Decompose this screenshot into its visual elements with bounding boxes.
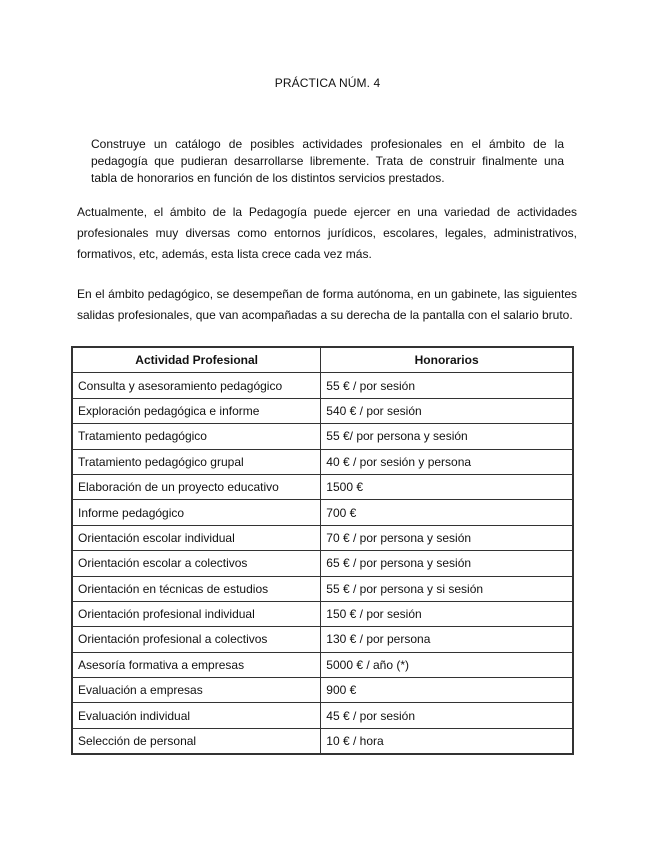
table-row — [72, 551, 573, 576]
table-row — [72, 728, 573, 754]
table-row — [72, 652, 573, 677]
activity-cell: Evaluación a empresas — [72, 678, 321, 703]
table-row — [72, 678, 573, 703]
fee-cell: 150 € / por sesión — [321, 601, 573, 626]
fee-cell: 10 € / hora — [321, 728, 573, 754]
fee-cell: 40 € / por sesión y persona — [321, 449, 573, 474]
context-paragraph: En el ámbito pedagógico, se desempeñan de forma autónoma, en un gabinete, las siguientes salidas profesionales, que van acompañadas a su derecha de la pantalla con el salario bruto. — [77, 287, 577, 322]
activity-cell: Asesoría formativa a empresas — [72, 652, 321, 677]
activity-cell: Exploración pedagógica e informe — [72, 398, 321, 423]
fees-table — [71, 346, 574, 755]
activity-cell: Orientación en técnicas de estudios — [72, 576, 321, 601]
activity-cell: Evaluación individual — [72, 703, 321, 728]
page-title: PRÁCTICA NÚM. 4 — [274, 76, 381, 90]
activity-cell: Tratamiento pedagógico — [72, 424, 321, 449]
table-row — [72, 576, 573, 601]
table-row — [72, 449, 573, 474]
fee-cell: 55 €/ por persona y sesión — [321, 424, 573, 449]
table-row — [72, 703, 573, 728]
fee-cell: 55 € / por persona y si sesión — [321, 576, 573, 601]
table-row — [72, 424, 573, 449]
fee-cell: 5000 € / año (*) — [321, 652, 573, 677]
fee-cell: 45 € / por sesión — [321, 703, 573, 728]
activity-cell: Tratamiento pedagógico grupal — [72, 449, 321, 474]
activity-cell: Orientación profesional individual — [72, 601, 321, 626]
table-header-row — [72, 347, 573, 373]
table-row — [72, 474, 573, 499]
fee-cell: 900 € — [321, 678, 573, 703]
activity-cell: Selección de personal — [72, 728, 321, 754]
table-row — [72, 373, 573, 398]
activity-cell: Informe pedagógico — [72, 500, 321, 525]
activity-cell: Elaboración de un proyecto educativo — [72, 474, 321, 499]
fee-cell: 540 € / por sesión — [321, 398, 573, 423]
intro-paragraph: Actualmente, el ámbito de la Pedagogía puede ejercer en una variedad de actividades profesionales muy diversas como entornos jurídicos, escolares, legales, administrativos, formativos, etc, además, esta lista crece cada vez más. — [77, 205, 577, 261]
fee-cell: 700 € — [321, 500, 573, 525]
header-activity: Actividad Profesional — [72, 347, 321, 373]
activity-cell: Consulta y asesoramiento pedagógico — [72, 373, 321, 398]
activity-cell: Orientación escolar individual — [72, 525, 321, 550]
header-fees: Honorarios — [321, 347, 573, 373]
table-row — [72, 398, 573, 423]
table-body — [72, 373, 573, 754]
fee-cell: 70 € / por persona y sesión — [321, 525, 573, 550]
fee-cell: 130 € / por persona — [321, 627, 573, 652]
fee-cell: 65 € / por persona y sesión — [321, 551, 573, 576]
fee-cell: 55 € / por sesión — [321, 373, 573, 398]
table-row — [72, 500, 573, 525]
table-row — [72, 627, 573, 652]
table-row — [72, 525, 573, 550]
instructions-paragraph: Construye un catálogo de posibles actividades profesionales en el ámbito de la pedagogía que pudieran desarrollarse libremente. Trata de construir finalmente una tabla de honorarios en función de los distintos servicios prestados. — [91, 137, 564, 185]
table-row — [72, 601, 573, 626]
activity-cell: Orientación escolar a colectivos — [72, 551, 321, 576]
activity-cell: Orientación profesional a colectivos — [72, 627, 321, 652]
fee-cell: 1500 € — [321, 474, 573, 499]
